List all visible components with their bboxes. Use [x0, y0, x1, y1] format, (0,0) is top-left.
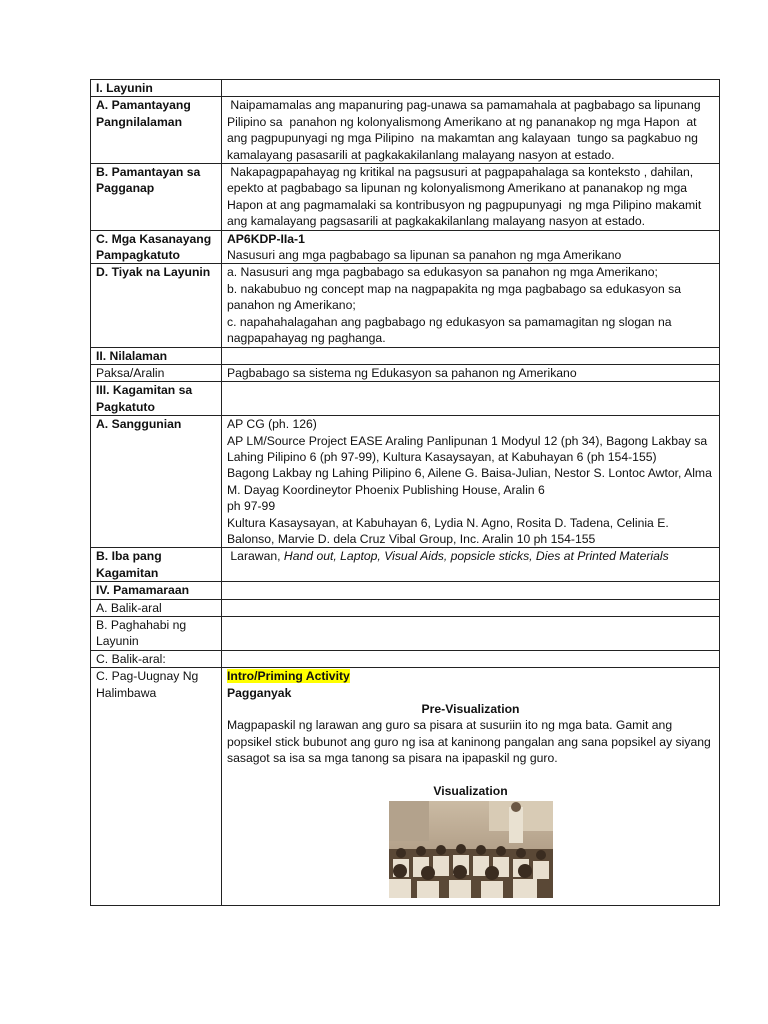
- cell-pamamaraan-empty: [222, 582, 720, 599]
- row-pamantayan-sa-pagganap: [91, 164, 720, 231]
- label-iba-pang-kagamitan: B. Iba pang Kagamitan: [91, 548, 222, 582]
- objective-c: c. napahahalagahan ang pagbabago ng edukasyon sa pamamagitan ng slogan na nagpapahayag ng paghanga.: [227, 314, 672, 346]
- row-kasanayang: [91, 230, 720, 264]
- label-pamantayan-sa-pagganap: B. Pamantayan sa Pagganap: [91, 164, 222, 231]
- label-pamantayang-pangnilalaman: A. Pamantayang Pangnilalaman: [91, 97, 222, 164]
- label-nilalaman: II. Nilalaman: [91, 347, 222, 364]
- row-balik-aral-a: [91, 599, 720, 616]
- text-pamantayang-pangnilalaman: Naipamamalas ang mapanuring pag-unawa sa pamamahala at pagbabago sa lipunang Pilipino sa panahon ng kolonyalismong Amerikano at ng pananakop ng mga Hapon at ang pagpupunyagi ng mga Pilipino na makamtan ang kalayaan tungo sa pagkabuo ng kamalayang pasasarili at pagkakakilanlang malayang nasyon at estado.: [222, 97, 720, 164]
- label-balik-aral-c: C. Balik-aral:: [91, 650, 222, 667]
- row-kagamitan: [91, 382, 720, 416]
- row-pamamaraan: [91, 582, 720, 599]
- cell-layunin-empty: [222, 80, 720, 97]
- row-sanggunian: [91, 416, 720, 548]
- intro-priming-heading: Intro/Priming Activity: [227, 669, 350, 684]
- row-nilalaman: [91, 347, 720, 364]
- materials-italic: Hand out, Laptop, Visual Aids, popsicle sticks, Dies at Printed Materials: [283, 549, 669, 564]
- cell-sanggunian: [222, 416, 720, 548]
- label-kagamitan: III. Kagamitan sa Pagkatuto: [91, 382, 222, 416]
- cell-paghahabi-empty: [222, 617, 720, 651]
- competency-text: Nasusuri ang mga pagbabago sa lipunan sa panahon ng mga Amerikano: [227, 248, 622, 263]
- visualization-heading: Visualization: [433, 783, 508, 798]
- label-paghahabi: B. Paghahabi ng Layunin: [91, 617, 222, 651]
- reference-1: AP CG (ph. 126): [227, 417, 317, 432]
- objective-b: b. nakabubuo ng concept map na nagpapakita ng mga pagbabago sa edukasyon sa panahon ng Amerikano;: [227, 281, 681, 313]
- cell-balik-aral-a-empty: [222, 599, 720, 616]
- row-iba-pang-kagamitan: [91, 548, 720, 582]
- classroom-photo: [389, 801, 553, 898]
- cell-kasanayang: [222, 230, 720, 264]
- pre-visualization-heading: Pre-Visualization: [421, 702, 520, 717]
- reference-2: AP LM/Source Project EASE Araling Panlipunan 1 Modyul 12 (ph 34), Bagong Lakbay sa Lahing Pilipino 6 (ph 97-99), Kultura Kasaysayan, at Kabuhayan 6 (ph 154-155): [227, 433, 708, 464]
- row-layunin: [91, 80, 720, 97]
- cell-balik-aral-c-empty: [222, 650, 720, 667]
- lesson-plan-table: [90, 79, 720, 906]
- reference-4: ph 97-99: [227, 499, 276, 514]
- cell-nilalaman-empty: [222, 347, 720, 364]
- label-sanggunian: A. Sanggunian: [91, 416, 222, 548]
- pagganyak-heading: Pagganyak: [227, 685, 292, 700]
- reference-3: Bagong Lakbay ng Lahing Pilipino 6, Ailene G. Baisa-Julian, Nestor S. Lontoc Awtor, Alma M. Dayag Koordineytor Phoenix Publishing House, Aralin 6: [227, 466, 712, 497]
- row-tiyak-na-layunin: [91, 264, 720, 347]
- label-tiyak-na-layunin: D. Tiyak na Layunin: [91, 264, 222, 347]
- row-pag-uugnay: [91, 668, 720, 906]
- competency-code: AP6KDP-IIa-1: [227, 231, 305, 246]
- spacer: [227, 767, 714, 783]
- row-pamantayang-pangnilalaman: [91, 97, 720, 164]
- reference-5: Kultura Kasaysayan, at Kabuhayan 6, Lydia N. Agno, Rosita D. Tadena, Celinia E. Balonso, Marvie D. dela Cruz Vibal Group, Inc. Aralin 10 ph 154-155: [227, 515, 669, 546]
- label-kasanayang: C. Mga Kasanayang Pampagkatuto: [91, 230, 222, 264]
- cell-tiyak-na-layunin: [222, 264, 720, 347]
- cell-kagamitan-empty: [222, 382, 720, 416]
- label-paksa: Paksa/Aralin: [91, 364, 222, 381]
- photo-container: [227, 799, 714, 905]
- row-balik-aral-c: [91, 650, 720, 667]
- objective-a: a. Nasusuri ang mga pagbabago sa edukasyon sa panahon ng mga Amerikano;: [227, 265, 658, 280]
- text-paksa: Pagbabago sa sistema ng Edukasyon sa pahanon ng Amerikano: [222, 364, 720, 381]
- label-pamamaraan: IV. Pamamaraan: [91, 582, 222, 599]
- cell-pag-uugnay: [222, 668, 720, 906]
- materials-plain: Larawan,: [227, 549, 284, 564]
- label-layunin: I. Layunin: [91, 80, 222, 97]
- row-paksa: [91, 364, 720, 381]
- cell-iba-pang-kagamitan: [222, 548, 720, 582]
- text-pamantayan-sa-pagganap: Nakapagpapahayag ng kritikal na pagsusuri at pagpapahalaga sa konteksto , dahilan, epekto at pagbabago sa lipunan ng kolonyalismong Amerikano at pananakop ng mga Hapon at ang pagmamalaki sa kontribusyon ng pagpupunyagi ng mga Pilipino makamit ang kamalayang pagsasarili at pagkakakilanlang malayang nasyon at estado.: [222, 164, 720, 231]
- row-paghahabi: [91, 617, 720, 651]
- classroom-photo-illustration: [389, 801, 553, 898]
- activity-description: Magpapaskil ng larawan ang guro sa pisara at susuriin ito ng mga bata. Gamit ang popsikel stick bubunot ang guro ng isa at kaninong pangalan ang sana popsikel ay siyang sasagot sa isa sa mga tanong sa pisara na ipapaskil ng guro.: [227, 718, 711, 766]
- label-pag-uugnay: C. Pag-Uugnay Ng Halimbawa: [91, 668, 222, 906]
- label-balik-aral-a: A. Balik-aral: [91, 599, 222, 616]
